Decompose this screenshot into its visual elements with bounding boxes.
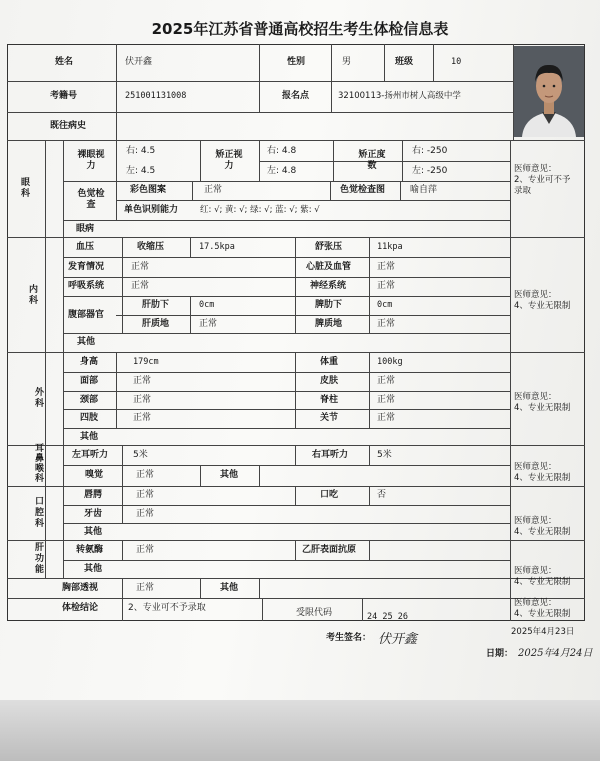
col-line xyxy=(63,140,64,578)
face-label: 面部 xyxy=(80,376,99,386)
naked-left: 左: 4.5 xyxy=(126,166,156,176)
face-value: 正常 xyxy=(133,376,152,386)
col-line xyxy=(295,445,296,465)
row-line xyxy=(7,578,585,579)
conclusion-date: 2025年4月23日 xyxy=(511,627,575,637)
col-line xyxy=(122,237,123,333)
neck-label: 颈部 xyxy=(80,395,99,405)
col-line xyxy=(331,44,332,112)
row-line xyxy=(7,237,585,238)
restriction-code-label: 受限代码 xyxy=(296,608,333,618)
limbs-value: 正常 xyxy=(133,413,152,423)
class-label: 班级 xyxy=(395,57,414,67)
weight-value: 100kg xyxy=(377,357,403,367)
height-value: 179cm xyxy=(133,357,159,367)
col-line xyxy=(190,296,191,333)
heart-label: 心脏及血管 xyxy=(306,262,352,272)
row-line xyxy=(7,486,585,487)
col-line xyxy=(295,540,296,560)
row-line xyxy=(7,140,585,141)
left-ear-label: 左耳听力 xyxy=(72,450,109,460)
col-line xyxy=(333,140,334,181)
history-label: 既往病史 xyxy=(50,121,87,131)
row-line xyxy=(116,200,510,201)
color-tool-value: 喻自萍 xyxy=(410,185,438,195)
exam-no-value: 251001131008 xyxy=(125,91,187,101)
col-line xyxy=(45,140,46,578)
diastolic-label: 舒张压 xyxy=(315,242,343,252)
row-line xyxy=(7,352,585,353)
stutter-label: 口吃 xyxy=(320,490,339,500)
col-line xyxy=(192,181,193,200)
right-ear-value: 5米 xyxy=(377,450,392,460)
col-line xyxy=(295,352,296,428)
name-value: 伏开鑫 xyxy=(125,57,153,67)
row-line xyxy=(63,523,510,524)
row-line xyxy=(63,181,510,182)
col-line xyxy=(384,44,385,81)
degree-right: 右: -250 xyxy=(412,146,448,156)
row-line xyxy=(7,112,514,113)
page-shadow xyxy=(0,700,600,761)
naked-right: 右: 4.5 xyxy=(126,146,156,156)
joint-value: 正常 xyxy=(377,413,396,423)
correction-degree-label: 矫正度数 xyxy=(358,150,386,171)
naked-vision-label: 裸眼视力 xyxy=(77,150,105,171)
student-photo xyxy=(514,46,584,137)
col-line xyxy=(400,181,401,200)
row-line xyxy=(7,81,514,82)
teeth-value: 正常 xyxy=(136,509,155,519)
chest-other-label: 其他 xyxy=(220,583,239,593)
corrected-left: 左: 4.8 xyxy=(267,166,297,176)
eye-section-label: 眼科 xyxy=(20,178,30,199)
col-line xyxy=(362,598,363,621)
joint-label: 关节 xyxy=(320,413,339,423)
col-line xyxy=(369,445,370,465)
col-line xyxy=(369,352,370,428)
skin-value: 正常 xyxy=(377,376,396,386)
col-line xyxy=(510,140,511,621)
nerve-value: 正常 xyxy=(377,281,396,291)
neck-value: 正常 xyxy=(133,395,152,405)
chest-label: 胸部透视 xyxy=(62,583,99,593)
row-line xyxy=(63,257,510,258)
spleen-rib-label: 脾肋下 xyxy=(315,300,343,310)
heart-value: 正常 xyxy=(377,262,396,272)
lip-label: 唇腭 xyxy=(84,490,103,500)
limbs-label: 四肢 xyxy=(80,413,99,423)
col-line xyxy=(190,237,191,257)
row-line xyxy=(63,296,510,297)
col-line xyxy=(402,140,403,181)
systolic-value: 17.5kpa xyxy=(199,242,235,252)
row-line xyxy=(63,220,510,221)
signature-label: 考生签名： xyxy=(326,633,372,643)
color-pattern-value: 正常 xyxy=(204,185,223,195)
exam-no-label: 考籍号 xyxy=(50,91,78,101)
gender-value: 男 xyxy=(342,57,352,67)
row-line xyxy=(7,598,585,599)
conclusion-label: 体检结论 xyxy=(62,603,99,613)
liver-doctor-opinion: 医师意见： 4、专业无限制 xyxy=(514,566,571,587)
liver-texture-value: 正常 xyxy=(199,319,218,329)
row-line xyxy=(7,445,585,446)
col-line xyxy=(259,578,260,598)
surgery-section-label: 外科 xyxy=(34,388,44,409)
col-line xyxy=(122,578,123,621)
color-tool-label: 色觉检查图 xyxy=(340,185,386,195)
row-line xyxy=(63,391,510,392)
row-line xyxy=(63,465,510,466)
skin-label: 皮肤 xyxy=(320,376,339,386)
internal-other-label: 其他 xyxy=(77,337,96,347)
liver-rib-value: 0cm xyxy=(199,300,215,310)
col-line xyxy=(330,181,331,200)
row-line xyxy=(63,428,510,429)
col-line xyxy=(116,44,117,140)
surgery-doctor-opinion: 医师意见： 4、专业无限制 xyxy=(514,392,571,413)
degree-left: 左: -250 xyxy=(412,166,448,176)
row-line xyxy=(63,505,510,506)
date-label: 日期： xyxy=(486,649,514,659)
col-line xyxy=(259,465,260,486)
right-ear-label: 右耳听力 xyxy=(312,450,349,460)
col-line xyxy=(200,140,201,181)
col-line xyxy=(369,486,370,505)
col-line xyxy=(259,140,260,181)
lip-value: 正常 xyxy=(136,490,155,500)
ent-other-label: 其他 xyxy=(220,470,239,480)
color-vision-label: 色觉检查 xyxy=(77,189,105,210)
smell-value: 正常 xyxy=(136,470,155,480)
respiratory-label: 呼吸系统 xyxy=(68,281,105,291)
bp-label: 血压 xyxy=(76,242,95,252)
nerve-label: 神经系统 xyxy=(310,281,347,291)
weight-label: 体重 xyxy=(320,357,339,367)
portrait-image xyxy=(514,46,584,137)
single-color-value: 红: √; 黄: √; 绿: √; 蓝: √; 紫: √ xyxy=(200,205,320,215)
row-line xyxy=(116,315,510,316)
eye-disease-label: 眼病 xyxy=(76,224,95,234)
form-title: 2025年江苏省普通高校招生考生体检信息表 xyxy=(151,20,449,38)
corrected-right: 右: 4.8 xyxy=(267,146,297,156)
class-value: 10 xyxy=(451,57,462,67)
chest-doctor-opinion: 医师意见： 4、专业无限制 xyxy=(514,598,571,619)
spine-value: 正常 xyxy=(377,395,396,405)
col-line xyxy=(116,352,117,428)
diastolic-value: 11kpa xyxy=(377,242,403,252)
height-label: 身高 xyxy=(80,357,99,367)
site-value: 32100113-扬州市树人高级中学 xyxy=(338,91,461,101)
gender-label: 性别 xyxy=(287,57,306,67)
restriction-codes: 24 25 26 xyxy=(367,612,408,622)
systolic-label: 收缩压 xyxy=(137,242,165,252)
respiratory-value: 正常 xyxy=(131,281,150,291)
col-line xyxy=(369,237,370,333)
col-line xyxy=(433,44,434,81)
spleen-rib-value: 0cm xyxy=(377,300,393,310)
spleen-texture-label: 脾质地 xyxy=(315,319,343,329)
liver-texture-label: 肝质地 xyxy=(142,319,170,329)
signature-date: 2025年4月24日 xyxy=(518,648,593,659)
teeth-label: 牙齿 xyxy=(84,509,103,519)
color-pattern-label: 彩色图案 xyxy=(130,185,167,195)
development-label: 发育情况 xyxy=(68,262,105,272)
name-label: 姓名 xyxy=(55,57,74,67)
oral-other-label: 其他 xyxy=(84,527,103,537)
ent-doctor-opinion: 医师意见： 4、专业无限制 xyxy=(514,462,571,483)
development-value: 正常 xyxy=(131,262,150,272)
col-line xyxy=(369,540,370,560)
internal-section-label: 内科 xyxy=(28,285,38,306)
row-line xyxy=(7,540,585,541)
liver-rib-label: 肝肋下 xyxy=(142,300,170,310)
smell-label: 嗅觉 xyxy=(85,470,104,480)
site-label: 报名点 xyxy=(282,91,310,101)
corrected-vision-label: 矫正视力 xyxy=(215,150,243,171)
col-line xyxy=(295,237,296,333)
surgery-other-label: 其他 xyxy=(80,432,99,442)
eye-doctor-opinion: 医师意见： 2、专业可不予 录取 xyxy=(514,164,571,196)
oral-doctor-opinion: 医师意见： 4、专业无限制 xyxy=(514,516,571,537)
spine-label: 脊柱 xyxy=(320,395,339,405)
left-ear-value: 5米 xyxy=(133,450,148,460)
stutter-value: 否 xyxy=(377,490,387,500)
alt-value: 正常 xyxy=(136,545,155,555)
col-line xyxy=(122,445,123,486)
col-line xyxy=(122,540,123,560)
col-line xyxy=(259,44,260,112)
abdomen-label: 腹部器官 xyxy=(68,310,105,320)
oral-section-label: 口腔科 xyxy=(34,497,44,529)
row-line xyxy=(63,333,510,334)
col-line xyxy=(122,486,123,523)
liver-other-label: 其他 xyxy=(84,564,103,574)
row-line xyxy=(63,372,510,373)
alt-label: 转氨酶 xyxy=(76,545,104,555)
internal-doctor-opinion: 医师意见： 4、专业无限制 xyxy=(514,290,571,311)
chest-value: 正常 xyxy=(136,583,155,593)
single-color-label: 单色识别能力 xyxy=(124,205,179,215)
hbsag-label: 乙肝表面抗原 xyxy=(302,545,357,555)
col-line xyxy=(262,598,263,621)
row-line xyxy=(63,277,510,278)
liver-section-label: 肝功能 xyxy=(34,543,44,575)
col-line xyxy=(200,578,201,598)
row-line xyxy=(63,409,510,410)
col-line xyxy=(295,486,296,505)
ent-section-label: 耳鼻喉科 xyxy=(34,444,44,484)
col-line xyxy=(200,465,201,486)
conclusion-value: 2、专业可不予录取 xyxy=(128,603,206,613)
spleen-texture-value: 正常 xyxy=(377,319,396,329)
student-signature: 伏开鑫 xyxy=(378,632,418,647)
row-line xyxy=(63,560,510,561)
col-line xyxy=(116,200,117,220)
